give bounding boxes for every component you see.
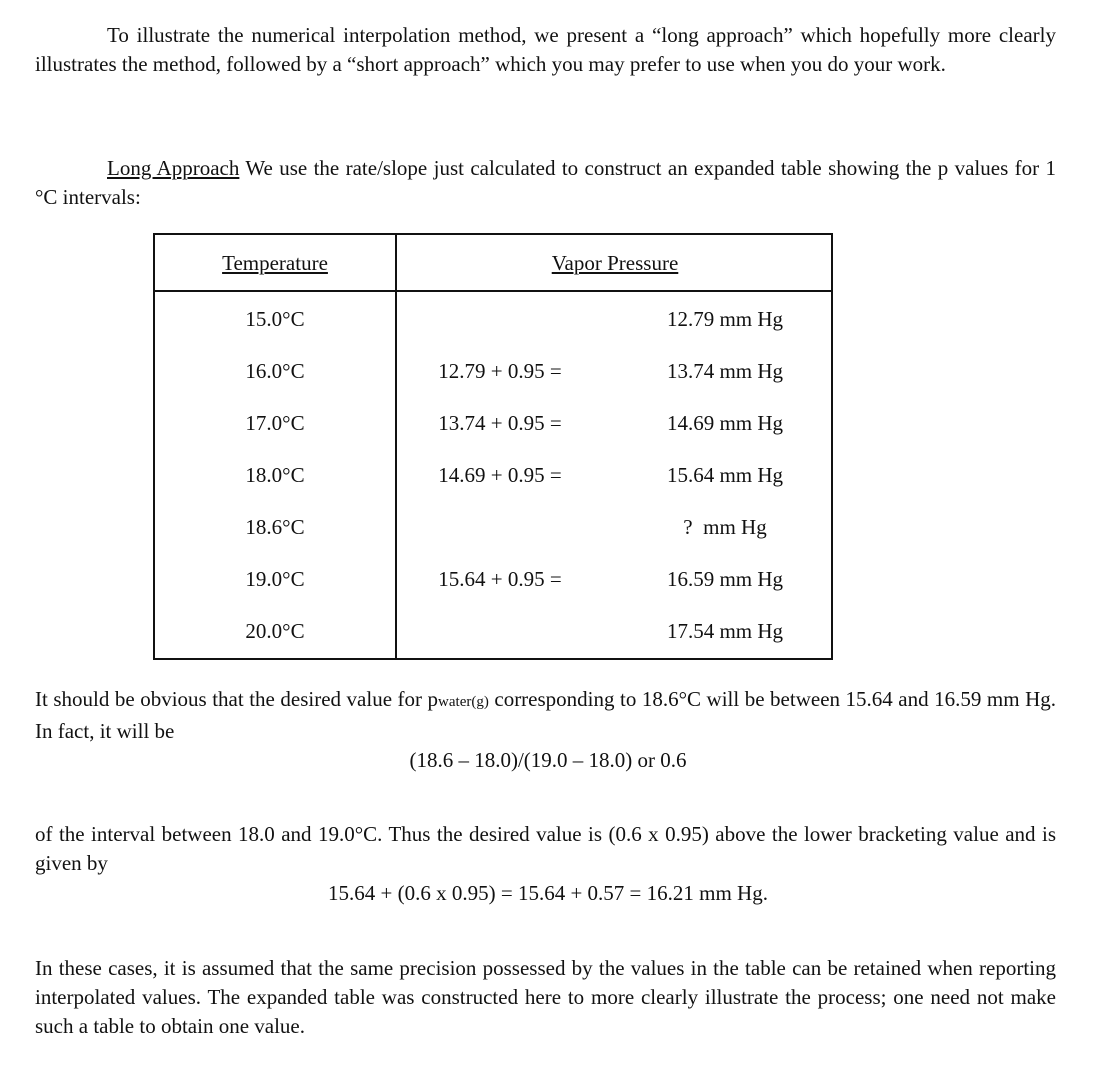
cell-calculation: 14.69 + 0.95 =: [438, 463, 562, 487]
cell-pressure: 14.69 mm Hg: [666, 411, 784, 435]
cell-temperature: 18.0°C: [245, 463, 305, 487]
table-row: [155, 461, 831, 491]
cell-temperature: 19.0°C: [245, 567, 305, 591]
subscript-water-g: water(g): [438, 694, 489, 710]
table-row: [155, 565, 831, 595]
fraction-equation: (18.6 – 18.0)/(19.0 – 18.0) or 0.6: [409, 748, 687, 772]
table-row: [155, 513, 831, 543]
cell-calculation: 13.74 + 0.95 =: [438, 411, 562, 435]
header-temperature: Temperature: [222, 251, 328, 275]
cell-pressure: 15.64 mm Hg: [666, 463, 784, 487]
long-approach-text: We use the rate/slope just calculated to construct an expanded table showing the p values for 1 °C intervals:: [35, 156, 1056, 209]
cell-temperature: 18.6°C: [245, 515, 305, 539]
cell-pressure: 17.54 mm Hg: [666, 619, 784, 643]
table-row: [155, 409, 831, 439]
table-row: [155, 305, 831, 335]
cell-pressure: 13.74 mm Hg: [666, 359, 784, 383]
vapor-pressure-table: [153, 233, 833, 660]
interval-paragraph: of the interval between 18.0 and 19.0°C. Thus the desired value is (0.6 x 0.95) above the lower bracketing value and is given by: [35, 822, 1056, 875]
cell-temperature: 20.0°C: [245, 619, 305, 643]
cell-calculation: 12.79 + 0.95 =: [438, 359, 562, 383]
cell-pressure: 12.79 mm Hg: [666, 307, 784, 331]
cell-temperature: 16.0°C: [245, 359, 305, 383]
cell-pressure: 16.59 mm Hg: [666, 567, 784, 591]
header-divider: [155, 290, 831, 292]
long-approach-paragraph: [35, 154, 1056, 212]
table-row: [155, 357, 831, 387]
cell-calculation: 15.64 + 0.95 =: [438, 567, 562, 591]
table-row: [155, 617, 831, 647]
cell-temperature: 15.0°C: [245, 307, 305, 331]
obvious-paragraph: It should be obvious that the desired value for pwater(g) corresponding to 18.6°C will be between 15.64 and 16.59 mm Hg. In fact, it will be: [35, 687, 1056, 743]
cell-temperature: 17.0°C: [245, 411, 305, 435]
long-approach-heading: Long Approach: [107, 156, 240, 180]
result-equation: 15.64 + (0.6 x 0.95) = 15.64 + 0.57 = 16.21 mm Hg.: [328, 881, 768, 905]
cases-paragraph: In these cases, it is assumed that the same precision possessed by the values in the table can be retained when reporting interpolated values. The expanded table was constructed here to more clearly illustrate the process; one need not make such a table to obtain one value.: [35, 956, 1056, 1038]
intro-paragraph: To illustrate the numerical interpolation method, we present a “long approach” which hopefully more clearly illustrates the method, followed by a “short approach” which you may prefer to use when you do your work.: [35, 23, 1056, 76]
cell-pressure: ? mm Hg: [683, 515, 767, 539]
header-vapor-pressure: Vapor Pressure: [551, 251, 679, 275]
